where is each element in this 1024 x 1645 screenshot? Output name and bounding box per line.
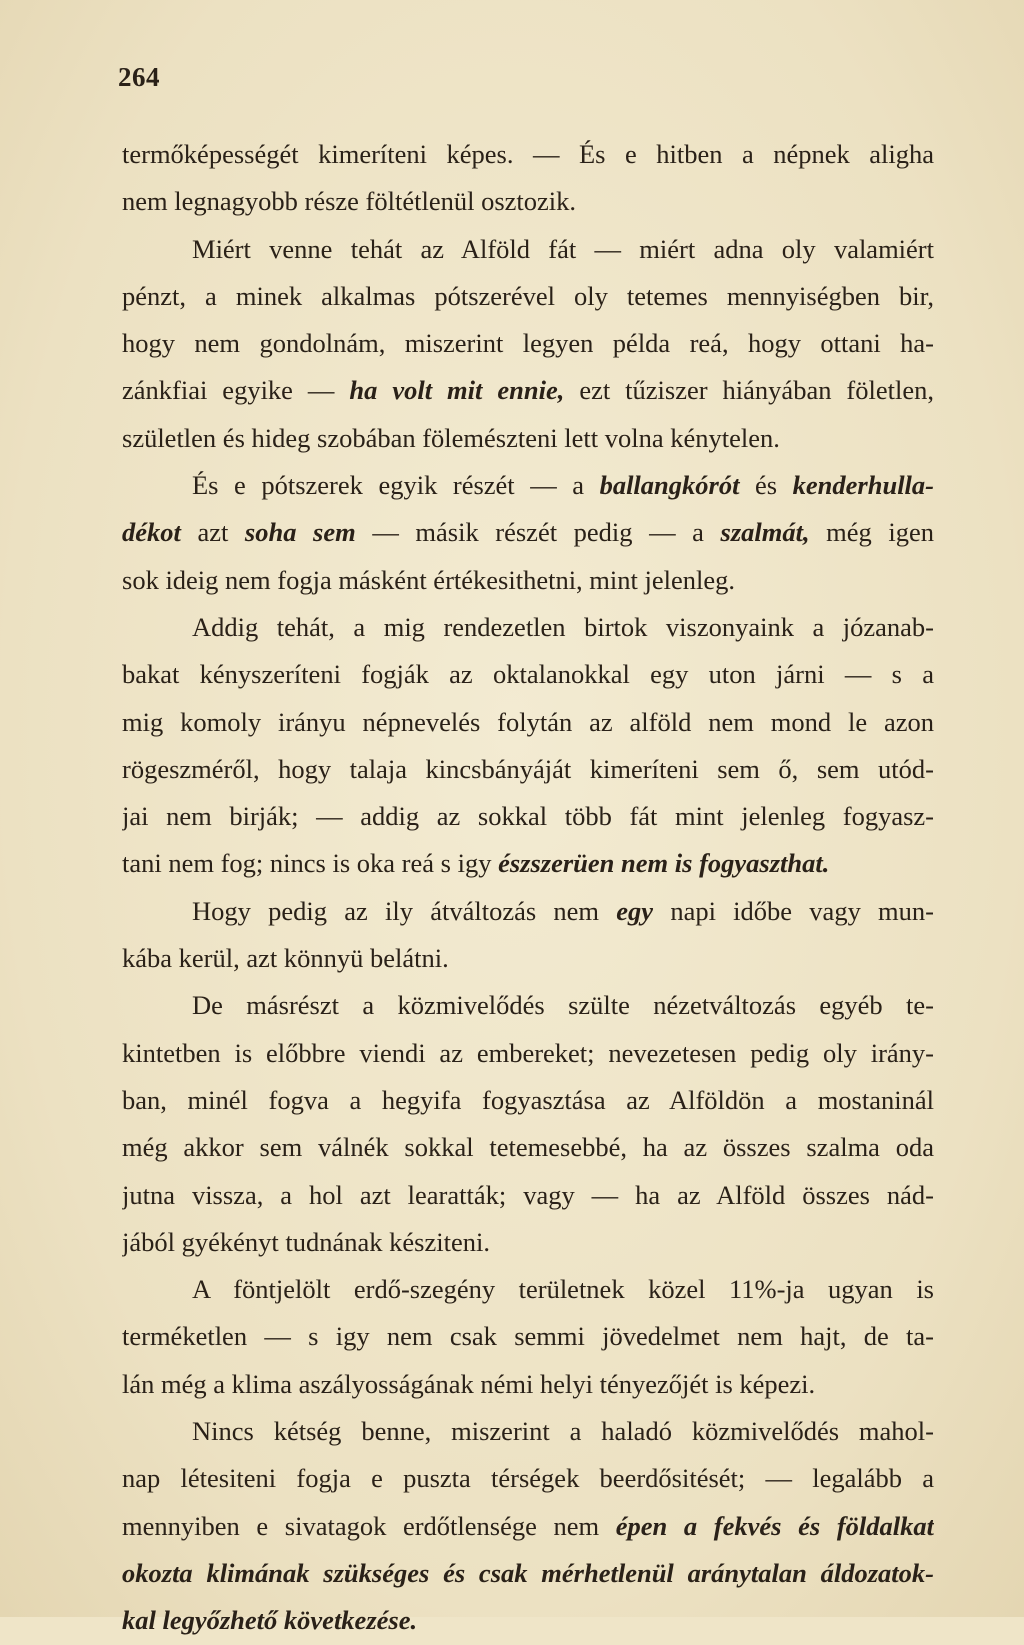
text-run: hogy nem gondolnám, miszerint legyen példa reá, hogy ottani ha- bbox=[122, 328, 934, 359]
text-run: jából gyékényt tudnának késziteni. bbox=[122, 1226, 490, 1257]
text-line bbox=[122, 1408, 934, 1455]
text-run: születlen és hideg szobában fölemészteni lett volna kénytelen. bbox=[122, 422, 780, 453]
page-number: 264 bbox=[118, 62, 160, 92]
text-line bbox=[122, 840, 934, 887]
emphasized-text: szalmát, bbox=[720, 517, 810, 548]
emphasized-text: épen a fekvés és földalkat bbox=[615, 1510, 934, 1541]
text-run: nem legnagyobb része föltétlenül osztozik. bbox=[122, 186, 577, 217]
text-line bbox=[122, 982, 934, 1029]
text-line bbox=[122, 1361, 934, 1408]
emphasized-text: kenderhulla- bbox=[792, 470, 934, 501]
emphasized-text: okozta klimának szükséges és csak mérhetlenül aránytalan áldozatok- bbox=[122, 1557, 934, 1588]
text-run: bakat kényszeríteni fogják az oktalanokkal egy uton járni — s a bbox=[122, 659, 934, 690]
text-line bbox=[122, 1172, 934, 1219]
emphasized-text: ballangkórót bbox=[599, 470, 740, 501]
emphasized-text: ha volt mit ennie, bbox=[349, 375, 565, 406]
text-run: mennyiben e sivatagok erdőtlensége nem bbox=[122, 1510, 616, 1541]
text-run: ban, minél fogva a hegyifa fogyasztása az Alföldön a mostaninál bbox=[122, 1084, 934, 1115]
emphasized-text: dékot bbox=[122, 517, 181, 548]
text-line bbox=[122, 557, 934, 604]
text-line bbox=[122, 1455, 934, 1502]
text-run: jai nem birják; — addig az sokkal több fát mint jelenleg fogyasz- bbox=[122, 801, 934, 832]
text-run: mig komoly irányu népnevelés folytán az alföld nem mond le azon bbox=[122, 706, 934, 737]
text-line bbox=[122, 1077, 934, 1124]
text-run: rögeszméről, hogy talaja kincsbányáját kimeríteni sem ő, sem utód- bbox=[122, 753, 934, 784]
text-run: napi időbe vagy mun- bbox=[653, 895, 934, 926]
text-line bbox=[122, 1503, 934, 1550]
text-run: ezt tűziszer hiányában föletlen, bbox=[564, 375, 934, 406]
text-run: tani nem fog; nincs is oka reá s igy bbox=[122, 848, 499, 879]
text-run: jutna vissza, a hol azt learatták; vagy — ha az Alföld összes nád- bbox=[122, 1179, 934, 1210]
text-run: És e pótszerek egyik részét — a bbox=[192, 470, 600, 501]
text-run: De másrészt a közmivelődés szülte nézetváltozás egyéb te- bbox=[192, 990, 934, 1021]
text-line bbox=[122, 178, 934, 225]
text-line bbox=[122, 415, 934, 462]
text-line bbox=[122, 746, 934, 793]
body-text bbox=[122, 131, 934, 1645]
text-run: Nincs kétség benne, miszerint a haladó közmivelődés mahol- bbox=[192, 1416, 934, 1447]
text-line bbox=[122, 1219, 934, 1266]
text-run: sok ideig nem fogja másként értékesithetni, mint jelenleg. bbox=[122, 564, 736, 595]
text-line bbox=[122, 604, 934, 651]
text-run: Hogy pedig az ily átváltozás nem bbox=[192, 895, 617, 926]
text-line bbox=[122, 226, 934, 273]
text-line bbox=[122, 1550, 934, 1597]
text-run: kába kerül, azt könnyü belátni. bbox=[122, 943, 449, 974]
text-line bbox=[122, 935, 934, 982]
text-line bbox=[122, 793, 934, 840]
text-line bbox=[122, 1124, 934, 1171]
text-run: és bbox=[739, 470, 793, 501]
text-run: — másik részét pedig — a bbox=[355, 517, 721, 548]
text-run: lán még a klima aszályosságának némi helyi tényezőjét is képezi. bbox=[122, 1368, 816, 1399]
text-line bbox=[122, 509, 934, 556]
text-run: Addig tehát, a mig rendezetlen birtok viszonyaink a józanab- bbox=[192, 611, 934, 642]
text-line bbox=[122, 699, 934, 746]
emphasized-text: kal legyőzhető következése. bbox=[122, 1605, 418, 1636]
emphasized-text: soha sem bbox=[244, 517, 356, 548]
text-run: termőképességét kimeríteni képes. — És e hitben a népnek aligha bbox=[122, 139, 934, 169]
text-line bbox=[122, 131, 934, 178]
text-run: még akkor sem válnék sokkal tetemesebbé, ha az összes szalma oda bbox=[122, 1132, 934, 1163]
text-line bbox=[122, 1597, 934, 1644]
text-line bbox=[122, 273, 934, 320]
text-run: nap létesiteni fogja e puszta térségek beerdősitését; — legalább a bbox=[122, 1463, 934, 1494]
text-line bbox=[122, 1030, 934, 1077]
text-line bbox=[122, 651, 934, 698]
text-run: kintetben is előbbre viendi az embereket; nevezetesen pedig oly irány- bbox=[122, 1037, 934, 1068]
text-run: pénzt, a minek alkalmas pótszerével oly tetemes mennyiségben bir, bbox=[122, 280, 934, 311]
text-run: még igen bbox=[809, 517, 934, 548]
text-run: terméketlen — s igy nem csak semmi jövedelmet nem hajt, de ta- bbox=[122, 1321, 934, 1352]
text-run: zánkfiai egyike — bbox=[122, 375, 350, 406]
text-line bbox=[122, 1266, 934, 1313]
text-line bbox=[122, 367, 934, 414]
text-line bbox=[122, 320, 934, 367]
text-run: Miért venne tehát az Alföld fát — miért adna oly valamiért bbox=[192, 233, 934, 264]
text-run: azt bbox=[180, 517, 245, 548]
emphasized-text: egy bbox=[616, 895, 654, 926]
text-run: A föntjelölt erdő-szegény területnek közel 11%-ja ugyan is bbox=[192, 1274, 934, 1305]
emphasized-text: észszerüen nem is fogyaszthat. bbox=[498, 848, 830, 879]
text-line bbox=[122, 462, 934, 509]
text-line bbox=[122, 1313, 934, 1360]
text-line bbox=[122, 888, 934, 935]
